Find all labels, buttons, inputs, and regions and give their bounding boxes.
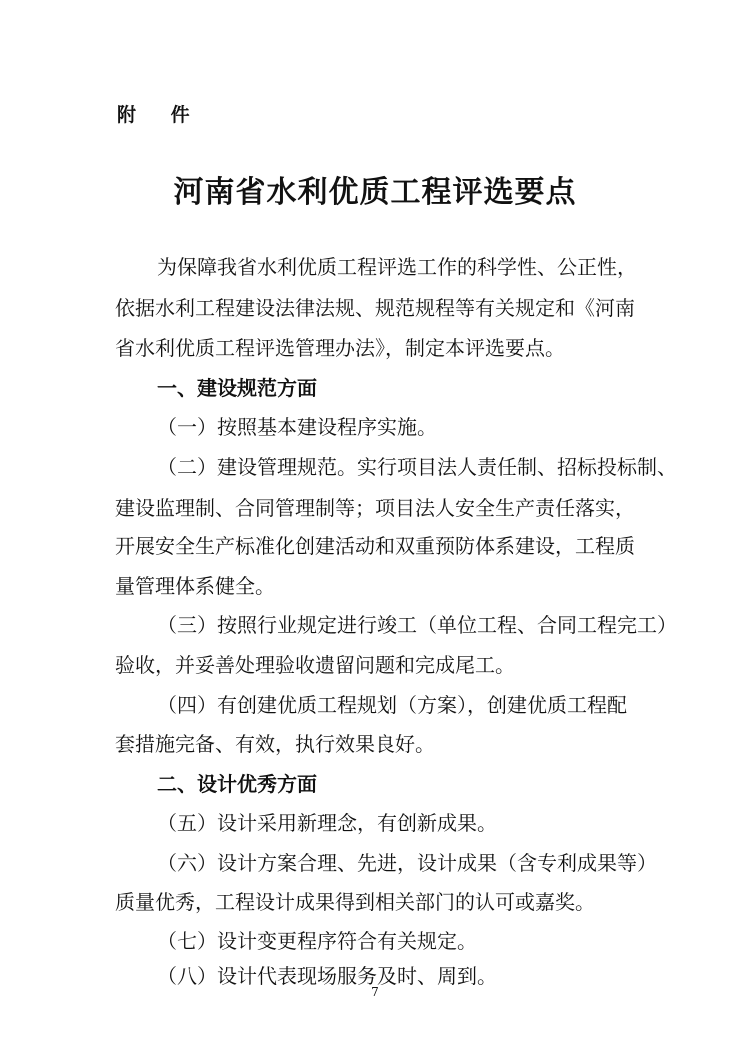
- item2-line-3: 开展安全生产标准化创建活动和双重预防体系建设，工程质: [115, 534, 635, 558]
- item4-line-1: （四）有创建优质工程规划（方案），创建优质工程配: [157, 693, 627, 717]
- item3-line-2: 验收，并妥善处理验收遗留问题和完成尾工。: [115, 653, 515, 677]
- item6-line-1: （六）设计方案合理、先进，设计成果（含专利成果等）: [157, 851, 657, 875]
- item7-line-1: （七）设计变更程序符合有关规定。: [157, 929, 477, 953]
- item2-line-4: 量管理体系健全。: [115, 574, 275, 598]
- page-number: 7: [371, 985, 379, 999]
- document-title: 河南省水利优质工程评选要点: [173, 175, 577, 210]
- item2-line-1: （二）建设管理规范。实行项目法人责任制、招标投标制、: [157, 455, 677, 479]
- intro-line-3: 省水利优质工程评选管理办法》，制定本评选要点。: [115, 336, 565, 360]
- item3-line-1: （三）按照行业规定进行竣工（单位工程、合同工程完工）: [157, 613, 677, 637]
- section1-heading: 一、建设规范方面: [157, 376, 317, 400]
- item6-line-2: 质量优秀，工程设计成果得到相关部门的认可或嘉奖。: [115, 890, 595, 914]
- annex-label: 附 件: [117, 104, 204, 126]
- item1-line-1: （一）按照基本建设程序实施。: [157, 415, 437, 439]
- item4-line-2: 套措施完备、有效，执行效果良好。: [115, 732, 435, 756]
- item5-line-1: （五）设计采用新理念，有创新成果。: [157, 811, 497, 835]
- intro-line-2: 依据水利工程建设法律法规、规范规程等有关规定和《河南: [115, 296, 635, 320]
- section2-heading: 二、设计优秀方面: [157, 772, 317, 796]
- intro-line-1: 为保障我省水利优质工程评选工作的科学性、公正性，: [157, 255, 637, 279]
- item2-line-2: 建设监理制、合同管理制等；项目法人安全生产责任落实，: [115, 496, 635, 520]
- item8-line-1: （八）设计代表现场服务及时、周到。: [157, 964, 497, 988]
